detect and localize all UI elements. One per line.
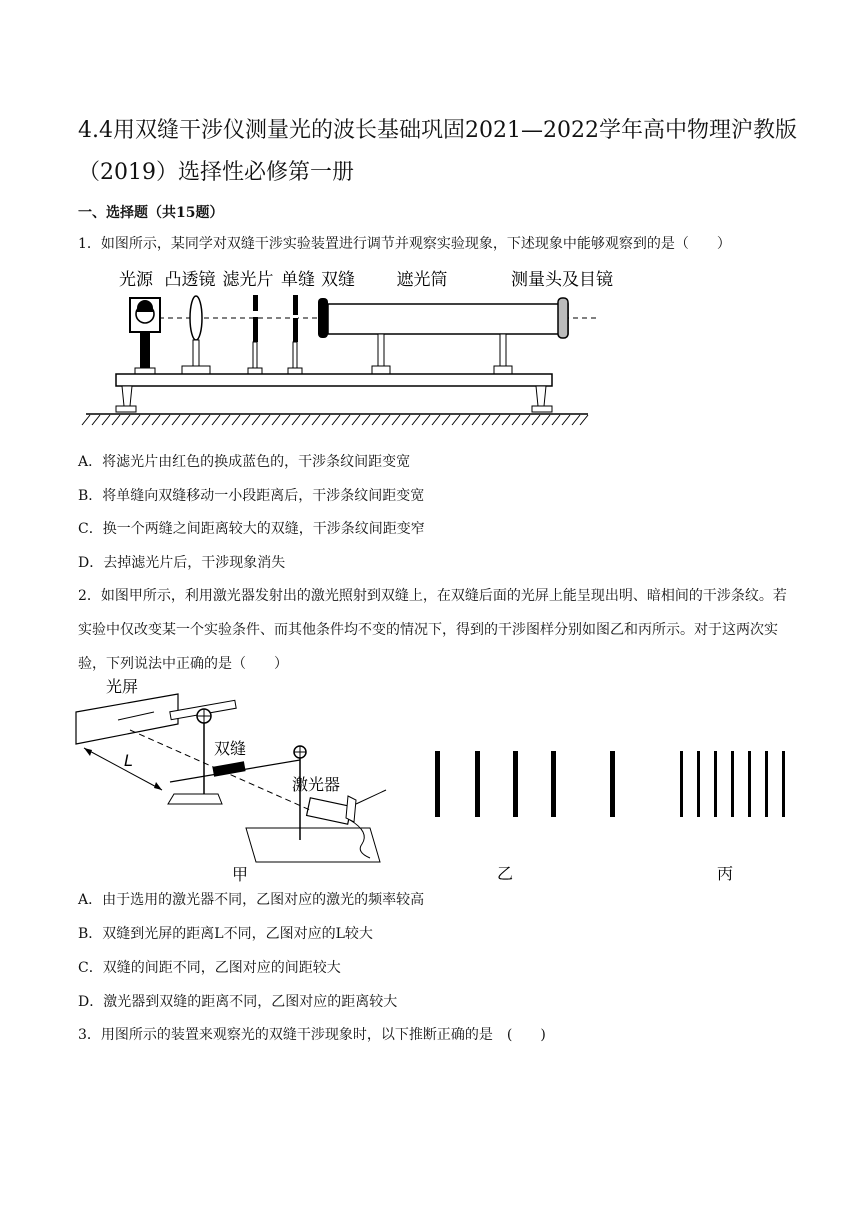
label-screen: 光屏 xyxy=(106,677,139,696)
fringe xyxy=(475,751,480,817)
question-1-option-d[interactable]: D．去掉滤光片后，干涉现象消失 xyxy=(78,555,286,571)
label-tube: 遮光筒 xyxy=(396,270,448,290)
fringe xyxy=(435,751,440,817)
question-2-option-d[interactable]: D．激光器到双缝的距离不同，乙图对应的距离较大 xyxy=(78,994,398,1010)
single-slit-plate xyxy=(293,295,298,342)
question-1-option-a[interactable]: A．将滤光片由红色的换成蓝色的，干涉条纹间距变宽 xyxy=(78,454,411,470)
measuring-head xyxy=(558,298,568,338)
figure-2-jia xyxy=(70,672,410,887)
document-title: 4.4用双缝干涉仪测量光的波长基础巩固2021—2022学年高中物理沪教版（2019）选择性必修第一册 xyxy=(78,118,797,185)
figure-2-yi-extra xyxy=(590,751,640,821)
question-2-stem: 2．如图甲所示，利用激光器发射出的激光照射到双缝上，在双缝后面的光屏上能呈现出明、暗相间的干涉条纹。若实验中仅改变某一个实验条件、而其他条件均不变的情况下，得到的干涉图样分别如图乙和丙所示。对于这两次实验，下列说法中正确的是（ ） xyxy=(78,588,787,672)
filter-plate xyxy=(253,295,258,342)
light-shielding-tube xyxy=(328,304,568,334)
label-light-source: 光源 xyxy=(119,270,153,290)
question-1-option-b[interactable]: B．将单缝向双缝移动一小段距离后，干涉条纹间距变宽 xyxy=(78,488,425,504)
label-filter: 滤光片 xyxy=(222,270,274,290)
fringe xyxy=(765,751,768,817)
optical-bench xyxy=(116,374,552,386)
label-double-slit: 双缝 xyxy=(214,739,247,758)
figure-2-bing xyxy=(670,745,800,885)
figure-1-apparatus xyxy=(80,262,640,437)
question-1-stem: 1．如图所示，某同学对双缝干涉实验装置进行调节并观察实验现象，下述现象中能够观察到的是（ ） xyxy=(78,236,731,252)
label-single-slit: 单缝 xyxy=(281,270,315,290)
fringe xyxy=(551,751,556,817)
fringe xyxy=(748,751,751,817)
label-double-slit: 双缝 xyxy=(321,270,355,290)
fringe xyxy=(714,751,717,817)
fringe xyxy=(610,751,615,817)
double-slit-plate xyxy=(318,298,328,338)
question-1-option-c[interactable]: C．换一个两缝之间距离较大的双缝，干涉条纹间距变窄 xyxy=(78,521,425,537)
fringe xyxy=(680,751,683,817)
label-laser: 激光器 xyxy=(292,775,341,794)
fringe xyxy=(782,751,785,817)
fringe xyxy=(513,751,518,817)
question-2-option-a[interactable]: A．由于选用的激光器不同，乙图对应的激光的频率较高 xyxy=(78,892,425,908)
label-convex-lens: 凸透镜 xyxy=(164,270,216,290)
fringe xyxy=(697,751,700,817)
caption-yi: 乙 xyxy=(496,864,514,883)
question-2-option-c[interactable]: C．双缝的间距不同，乙图对应的间距较大 xyxy=(78,960,341,976)
question-2-option-b[interactable]: B．双缝到光屏的距离L不同，乙图对应的L较大 xyxy=(78,926,373,942)
caption-jia: 甲 xyxy=(231,865,249,884)
light-screen xyxy=(76,694,178,744)
convex-lens-shape xyxy=(190,296,202,340)
laser-body xyxy=(307,798,352,824)
figure-2-yi xyxy=(420,745,590,885)
label-distance-l: L xyxy=(124,751,133,770)
question-3-stem: 3．用图所示的装置来观察光的双缝干涉现象时，以下推断正确的是 ( ) xyxy=(78,1027,546,1043)
caption-bing: 丙 xyxy=(716,864,734,883)
fringe xyxy=(731,751,734,817)
label-eyepiece: 测量头及目镜 xyxy=(511,270,613,290)
section-heading: 一、选择题（共15题） xyxy=(78,205,224,221)
